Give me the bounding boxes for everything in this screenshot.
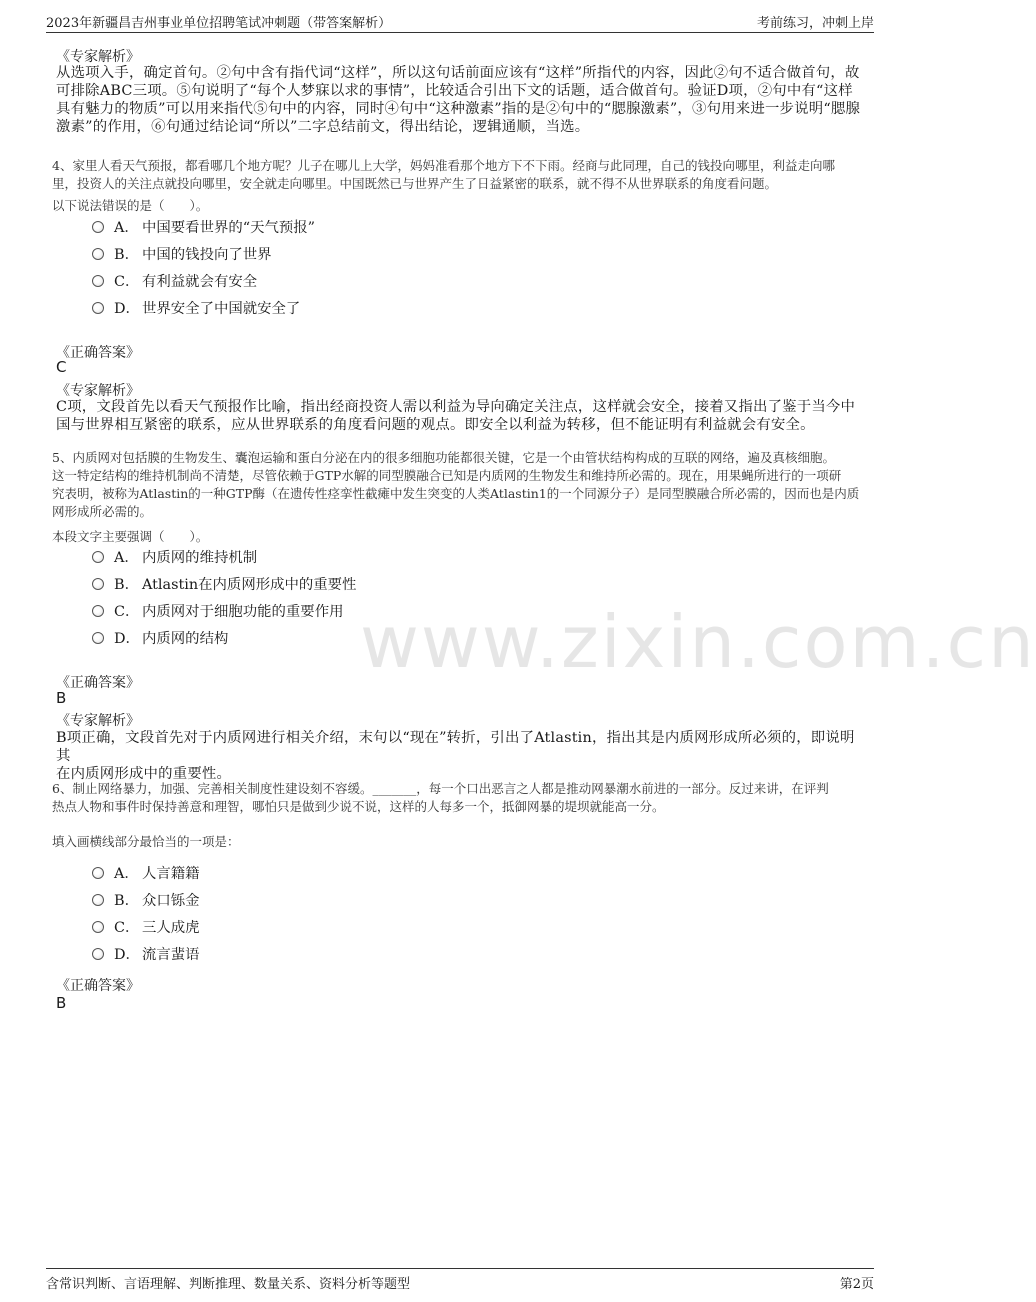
- question-4-text: [52, 157, 868, 193]
- page-footer: [46, 1268, 874, 1293]
- page-number: 第2页: [839, 1277, 874, 1292]
- text-line: 网形成所必需的。: [52, 504, 153, 519]
- expert-analysis-label: 《专家解析》: [56, 49, 140, 65]
- radio-icon[interactable]: [92, 221, 104, 233]
- correct-answer-label: 《正确答案》: [56, 978, 140, 994]
- q6-option-b[interactable]: B． 众口铄金: [92, 891, 200, 911]
- correct-answer-label: 《正确答案》: [56, 675, 140, 691]
- radio-icon[interactable]: [92, 632, 104, 644]
- watermark: www.zixin.com.cn: [360, 600, 1036, 684]
- text-line: C项，文段首先以看天气预报作比喻，指出经商投资人需以利益为导向确定关注点，这样就会安全，接着又指出了鉴于当今中: [56, 399, 856, 415]
- question-4-prompt: 以下说法错误的是（ ）。: [52, 198, 209, 213]
- question-5-prompt: 本段文字主要强调（ ）。: [52, 529, 209, 544]
- q6-option-c[interactable]: C． 三人成虎: [92, 918, 200, 938]
- q5-option-c[interactable]: C． 内质网对于细胞功能的重要作用: [92, 602, 343, 622]
- text-line: 国与世界相互紧密的联系，应从世界联系的角度看问题的观点。即安全以利益为转移，但不能证明有利益就会有安全。: [56, 417, 815, 433]
- expert-analysis-text: [56, 64, 868, 136]
- footer-note: 含常识判断、言语理解、判断推理、数量关系、资料分析等题型: [46, 1277, 411, 1292]
- document-title: 2023年新疆昌吉州事业单位招聘笔试冲刺题（带答案解析）: [46, 16, 392, 31]
- text-line: 4、家里人看天气预报，都看哪几个地方呢？儿子在哪儿上大学，妈妈准看那个地方下不下雨。经商与此同理，自己的钱投向哪里，利益走向哪: [52, 158, 835, 173]
- header-slogan: 考前练习，冲刺上岸: [756, 16, 874, 31]
- text-line: 究表明，被称为Atlastin的一种GTP酶（在遗传性痉挛性截瘫中发生突变的人类Atlastin1的一个同源分子）是同型膜融合所必需的，因而也是内质: [52, 486, 860, 501]
- radio-icon[interactable]: [92, 867, 104, 879]
- correct-answer: B: [56, 689, 67, 707]
- text-line: 这一特定结构的维持机制尚不清楚，尽管依赖于GTP水解的同型膜融合已知是内质网的生物发生和维持所必需的。现在，用果蝇所进行的一项研: [52, 468, 842, 483]
- expert-analysis-text: [56, 398, 868, 434]
- q4-option-d[interactable]: D． 世界安全了中国就安全了: [92, 299, 300, 319]
- text-line: 里，投资人的关注点就投向哪里，安全就走向哪里。中国既然已与世界产生了日益紧密的联系，就不得不从世界联系的角度看问题。: [52, 176, 778, 191]
- radio-icon[interactable]: [92, 302, 104, 314]
- correct-answer-label: 《正确答案》: [56, 345, 140, 361]
- expert-analysis-text: [56, 729, 868, 783]
- text-line: 可排除ABC三项。⑤句说明了“每个人梦寐以求的事情”，比较适合引出下文的话题，适合做首句。验证D项，②句中有“这样: [56, 83, 853, 99]
- text-line: B项正确，文段首先对于内质网进行相关介绍，末句以“现在”转折，引出了Atlastin，指出其是内质网形成所必须的，即说明其: [56, 730, 855, 764]
- expert-analysis-label: 《专家解析》: [56, 713, 140, 729]
- q4-option-b[interactable]: B． 中国的钱投向了世界: [92, 245, 272, 265]
- q6-option-d[interactable]: D． 流言蜚语: [92, 945, 200, 965]
- text-line: 激素”的作用，⑥句通过结论词“所以”二字总结前文，得出结论，逻辑通顺，当选。: [56, 119, 590, 135]
- radio-icon[interactable]: [92, 605, 104, 617]
- question-6-text: [52, 780, 868, 816]
- question-6-prompt: 填入画横线部分最恰当的一项是：: [52, 834, 240, 849]
- correct-answer: C: [56, 358, 67, 376]
- text-line: 5、内质网对包括膜的生物发生、囊泡运输和蛋白分泌在内的很多细胞功能都很关键，它是一个由管状结构构成的互联的网络，遍及真核细胞。: [52, 450, 835, 465]
- text-line: 热点人物和事件时保持善意和理智，哪怕只是做到少说不说，这样的人每多一个，抵御网暴的堤坝就能高一分。: [52, 799, 665, 814]
- radio-icon[interactable]: [92, 275, 104, 287]
- q6-option-a[interactable]: A． 人言籍籍: [92, 864, 200, 884]
- q5-option-b[interactable]: B． Atlastin在内质网形成中的重要性: [92, 575, 356, 595]
- radio-icon[interactable]: [92, 894, 104, 906]
- q5-option-a[interactable]: A． 内质网的维持机制: [92, 548, 257, 568]
- radio-icon[interactable]: [92, 948, 104, 960]
- radio-icon[interactable]: [92, 551, 104, 563]
- q4-option-c[interactable]: C． 有利益就会有安全: [92, 272, 257, 292]
- text-line: 具有魅力的物质”可以用来指代⑤句中的内容，同时④句中“这种激素”指的是②句中的“腮腺激素”，③句用来进一步说明“腮腺: [56, 101, 861, 117]
- text-line: 在内质网形成中的重要性。: [56, 766, 232, 782]
- radio-icon[interactable]: [92, 921, 104, 933]
- text-line: 从选项入手，确定首句。②句中含有指代词“这样”，所以这句话前面应该有“这样”所指代的内容，因此②句不适合做首句，故: [56, 65, 860, 81]
- question-5-text: [52, 449, 868, 521]
- expert-analysis-label: 《专家解析》: [56, 383, 140, 399]
- radio-icon[interactable]: [92, 578, 104, 590]
- q5-option-d[interactable]: D． 内质网的结构: [92, 629, 228, 649]
- q4-option-a[interactable]: A． 中国要看世界的“天气预报”: [92, 218, 315, 238]
- radio-icon[interactable]: [92, 248, 104, 260]
- correct-answer: B: [56, 994, 67, 1012]
- page-header: [46, 10, 874, 33]
- text-line: 6、制止网络暴力，加强、完善相关制度性建设刻不容缓。_______，每一个口出恶言之人都是推动网暴潮水前进的一部分。反过来讲，在评判: [52, 781, 829, 796]
